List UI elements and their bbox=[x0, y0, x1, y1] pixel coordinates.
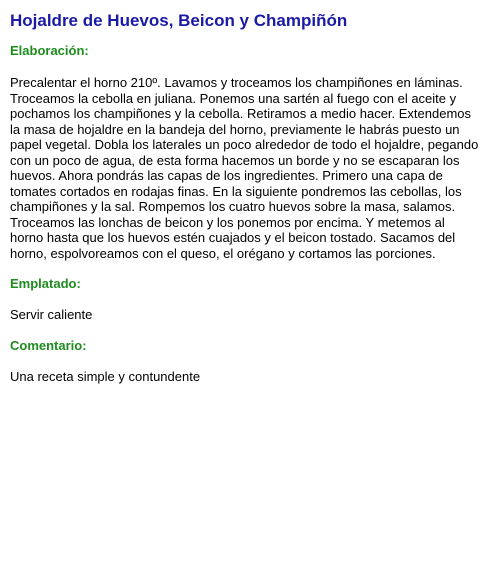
comentario-text: Una receta simple y contundente bbox=[10, 368, 201, 384]
recipe-title: Hojaldre de Huevos, Beicon y Champiñón bbox=[10, 11, 348, 30]
emplatado-heading: Emplatado: bbox=[10, 276, 81, 291]
emplatado-text: Servir caliente bbox=[10, 307, 93, 322]
elaboracion-heading: Elaboración: bbox=[10, 43, 89, 58]
elaboracion-text: Precalentar el horno 210º. Lavamos y troceamos los champiñones en láminas. Troceamos la cebolla en juliana. Ponemos una sartén al fuego con el aceite y pochamos los champiñones y la cebolla. Retiramos a medio hacer. Extendemos la masa de hojaldre en la bandeja del horno, previamente le habrás puesto un papel vegetal. Dobla los laterales un poco alrededor de todo el hojaldre, pegando con un poco de agua, de esta forma hacemos un borde y no se escaparan los huevos. Ahora pondrás las capas de los ingredientes. Primero una capa de tomates cortados en rodajas finas. En la siguiente pondremos las cebollas, los champiñones y la sal. Rompemos los cuatro huevos sobre la masa, salamos. Troceamos las lonchas de beicon y los ponemos por encima. Y metemos al horno hasta que los huevos estén cuajados y el beicon tostado. Sacamos del horno, espolvoreamos con el queso, el orégano y cortamos las porciones. bbox=[10, 75, 479, 261]
comentario-heading: Comentario: bbox=[10, 337, 87, 353]
